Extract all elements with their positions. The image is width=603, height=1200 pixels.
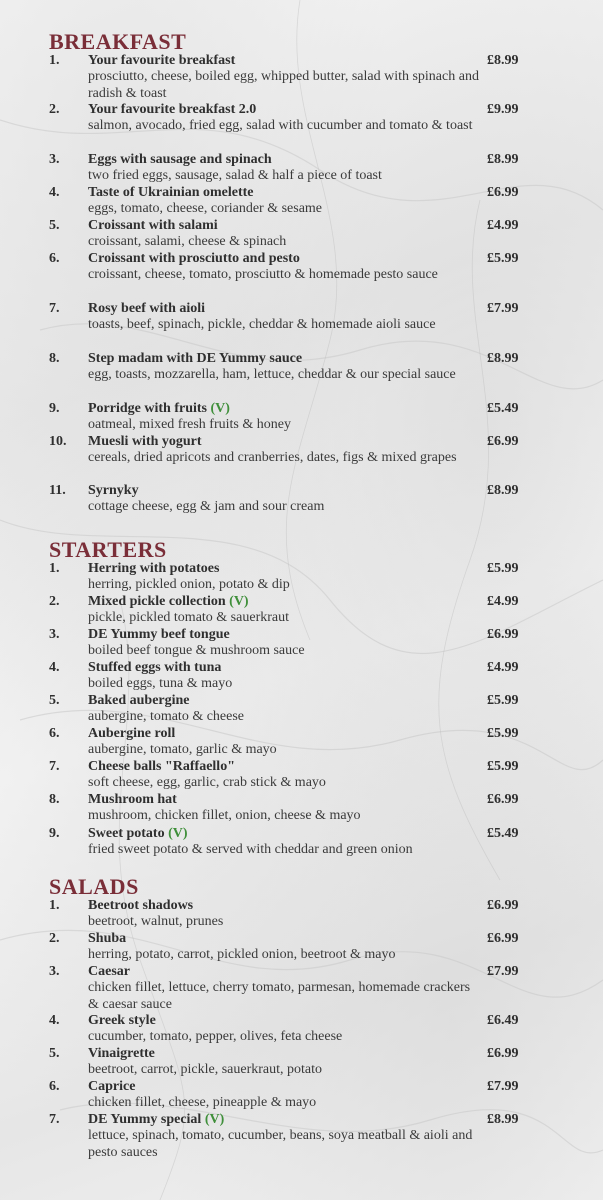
item-number: 11. <box>49 483 66 498</box>
item-description: toasts, beef, spinach, pickle, cheddar & homemade aioli sauce <box>88 317 436 332</box>
item-name-line <box>88 218 218 234</box>
item-number: 5. <box>49 1046 60 1061</box>
item-description: soft cheese, egg, garlic, crab stick & mayo <box>88 775 326 790</box>
vegetarian-badge: (V) <box>229 594 249 609</box>
item-name: Beetroot shadows <box>88 898 194 913</box>
item-number: 7. <box>49 1112 60 1127</box>
item-description: beetroot, carrot, pickle, sauerkraut, potato <box>88 1062 323 1077</box>
item-number: 9. <box>49 826 60 841</box>
item-name: Rosy beef with aioli <box>88 301 206 316</box>
item-name: Mushroom hat <box>88 792 177 807</box>
item-name-line <box>88 1046 155 1062</box>
item-price: £9.99 <box>487 102 519 117</box>
item-name-line <box>88 1013 156 1029</box>
item-description: aubergine, tomato & cheese <box>88 709 245 724</box>
item-name: Caesar <box>88 964 130 979</box>
item-number: 5. <box>49 693 60 708</box>
item-name: Syrnyky <box>88 483 139 498</box>
item-name: Eggs with sausage and spinach <box>88 152 272 167</box>
item-number: 4. <box>49 660 60 675</box>
item-description: mushroom, chicken fillet, onion, cheese & mayo <box>88 808 361 823</box>
item-name-line <box>88 898 193 914</box>
item-description: chicken fillet, cheese, pineapple & mayo <box>88 1095 317 1110</box>
item-description: beetroot, walnut, prunes <box>88 914 224 929</box>
item-price: £7.99 <box>487 301 519 316</box>
item-description: cucumber, tomato, pepper, olives, feta cheese <box>88 1029 343 1044</box>
item-description: two fried eggs, sausage, salad & half a piece of toast <box>88 168 382 183</box>
item-description: oatmeal, mixed fresh fruits & honey <box>88 417 291 432</box>
item-number: 2. <box>49 931 60 946</box>
item-description: pickle, pickled tomato & sauerkraut <box>88 610 289 625</box>
item-name: Sweet potato <box>88 826 165 841</box>
item-price: £4.99 <box>487 218 519 233</box>
item-name-line <box>88 251 300 267</box>
item-price: £8.99 <box>487 483 519 498</box>
item-number: 8. <box>49 351 60 366</box>
item-name: Croissant with salami <box>88 218 218 233</box>
item-name: Aubergine roll <box>88 726 176 741</box>
item-number: 9. <box>49 401 60 416</box>
item-price: £5.99 <box>487 726 519 741</box>
item-name-line <box>88 102 256 118</box>
item-name-line <box>88 434 202 450</box>
item-name-line <box>88 1079 135 1095</box>
item-number: 3. <box>49 964 60 979</box>
item-number: 8. <box>49 792 60 807</box>
item-name: DE Yummy beef tongue <box>88 627 230 642</box>
item-name-line <box>88 561 219 577</box>
item-price: £6.99 <box>487 792 519 807</box>
item-number: 4. <box>49 1013 60 1028</box>
item-name: Your favourite breakfast 2.0 <box>88 102 257 117</box>
item-name-line <box>88 301 205 317</box>
item-name-line <box>88 792 177 808</box>
item-name-line <box>88 185 254 201</box>
item-name-line <box>88 483 139 499</box>
item-price: £5.99 <box>487 561 519 576</box>
item-name-line <box>88 401 230 417</box>
item-name: Caprice <box>88 1079 136 1094</box>
starters-heading: STARTERS <box>49 537 167 562</box>
item-name-line <box>88 351 302 367</box>
vegetarian-badge: (V) <box>204 1112 225 1127</box>
item-name: DE Yummy special <box>88 1112 202 1127</box>
item-price: £4.99 <box>487 594 519 609</box>
item-number: 6. <box>49 1079 60 1094</box>
item-number: 6. <box>49 251 60 266</box>
item-description: lettuce, spinach, tomato, cucumber, beans, soya meatball & aioli and pesto sauces <box>88 1128 473 1160</box>
item-name-line <box>88 627 230 643</box>
item-name-line <box>88 726 175 742</box>
vegetarian-badge: (V) <box>210 401 230 416</box>
item-description: cottage cheese, egg & jam and sour cream <box>88 499 325 514</box>
item-number: 7. <box>49 301 60 316</box>
item-number: 10. <box>49 434 67 449</box>
item-price: £8.99 <box>487 351 519 366</box>
item-description: fried sweet potato & served with cheddar and green onion <box>88 842 413 857</box>
vegetarian-badge: (V) <box>168 826 188 841</box>
item-description: egg, toasts, mozzarella, ham, lettuce, cheddar & our special sauce <box>88 367 456 382</box>
item-name: Mixed pickle collection <box>88 594 226 609</box>
item-price: £6.99 <box>487 898 519 913</box>
item-number: 1. <box>49 561 60 576</box>
item-name: Muesli with yogurt <box>88 434 202 449</box>
item-name: Stuffed eggs with tuna <box>88 660 222 675</box>
item-name-line <box>88 594 249 610</box>
item-name: Cheese balls "Raffaello" <box>88 759 235 774</box>
item-description: boiled eggs, tuna & mayo <box>88 676 233 691</box>
item-number: 1. <box>49 53 60 68</box>
item-description: herring, potato, carrot, pickled onion, beetroot & mayo <box>88 947 396 962</box>
item-name: Your favourite breakfast <box>88 53 236 68</box>
item-description: herring, pickled onion, potato & dip <box>88 577 290 592</box>
item-name: Porridge with fruits <box>88 401 207 416</box>
item-description: chicken fillet, lettuce, cherry tomato, parmesan, homemade crackers & caesar sauce <box>88 980 471 1012</box>
item-price: £6.99 <box>487 1046 519 1061</box>
breakfast-heading: BREAKFAST <box>49 29 187 54</box>
item-name: Croissant with prosciutto and pesto <box>88 251 300 266</box>
item-number: 2. <box>49 102 60 117</box>
item-price: £6.99 <box>487 434 519 449</box>
item-number: 1. <box>49 898 60 913</box>
item-name-line <box>88 759 235 775</box>
item-number: 6. <box>49 726 60 741</box>
item-number: 7. <box>49 759 60 774</box>
item-number: 4. <box>49 185 60 200</box>
item-number: 3. <box>49 627 60 642</box>
item-price: £5.99 <box>487 693 519 708</box>
item-price: £8.99 <box>487 152 519 167</box>
item-price: £7.99 <box>487 964 519 979</box>
item-name-line <box>88 1112 224 1128</box>
item-price: £4.99 <box>487 660 519 675</box>
item-name: Shuba <box>88 931 127 946</box>
item-description: salmon, avocado, fried egg, salad with cucumber and tomato & toast <box>88 118 473 133</box>
item-number: 3. <box>49 152 60 167</box>
item-price: £5.99 <box>487 251 519 266</box>
item-description: eggs, tomato, cheese, coriander & sesame <box>88 201 323 216</box>
salads-heading: SALADS <box>49 874 139 899</box>
item-price: £8.99 <box>487 1112 519 1127</box>
item-name: Step madam with DE Yummy sauce <box>88 351 303 366</box>
item-price: £8.99 <box>487 53 519 68</box>
item-name: Herring with potatoes <box>88 561 220 576</box>
item-price: £7.99 <box>487 1079 519 1094</box>
item-name-line <box>88 53 235 69</box>
item-number: 5. <box>49 218 60 233</box>
item-number: 2. <box>49 594 60 609</box>
item-description: croissant, cheese, tomato, prosciutto & homemade pesto sauce <box>88 267 438 282</box>
item-price: £5.99 <box>487 759 519 774</box>
item-name-line <box>88 826 188 842</box>
item-price: £5.49 <box>487 826 519 841</box>
item-price: £6.49 <box>487 1013 519 1028</box>
item-name-line <box>88 931 126 947</box>
item-name: Vinaigrette <box>88 1046 155 1061</box>
item-name-line <box>88 964 130 980</box>
item-description: aubergine, tomato, garlic & mayo <box>88 742 277 757</box>
item-price: £6.99 <box>487 627 519 642</box>
item-price: £5.49 <box>487 401 519 416</box>
item-price: £6.99 <box>487 185 519 200</box>
item-price: £6.99 <box>487 931 519 946</box>
item-description: cereals, dried apricots and cranberries, dates, figs & mixed grapes <box>88 450 457 465</box>
item-name: Greek style <box>88 1013 156 1028</box>
item-description: boiled beef tongue & mushroom sauce <box>88 643 305 658</box>
item-name-line <box>88 693 190 709</box>
item-name: Baked aubergine <box>88 693 190 708</box>
item-name: Taste of Ukrainian omelette <box>88 185 254 200</box>
item-name-line <box>88 152 272 168</box>
item-description: prosciutto, cheese, boiled egg, whipped butter, salad with spinach and radish & toast <box>88 69 479 101</box>
item-description: croissant, salami, cheese & spinach <box>88 234 287 249</box>
item-name-line <box>88 660 221 676</box>
